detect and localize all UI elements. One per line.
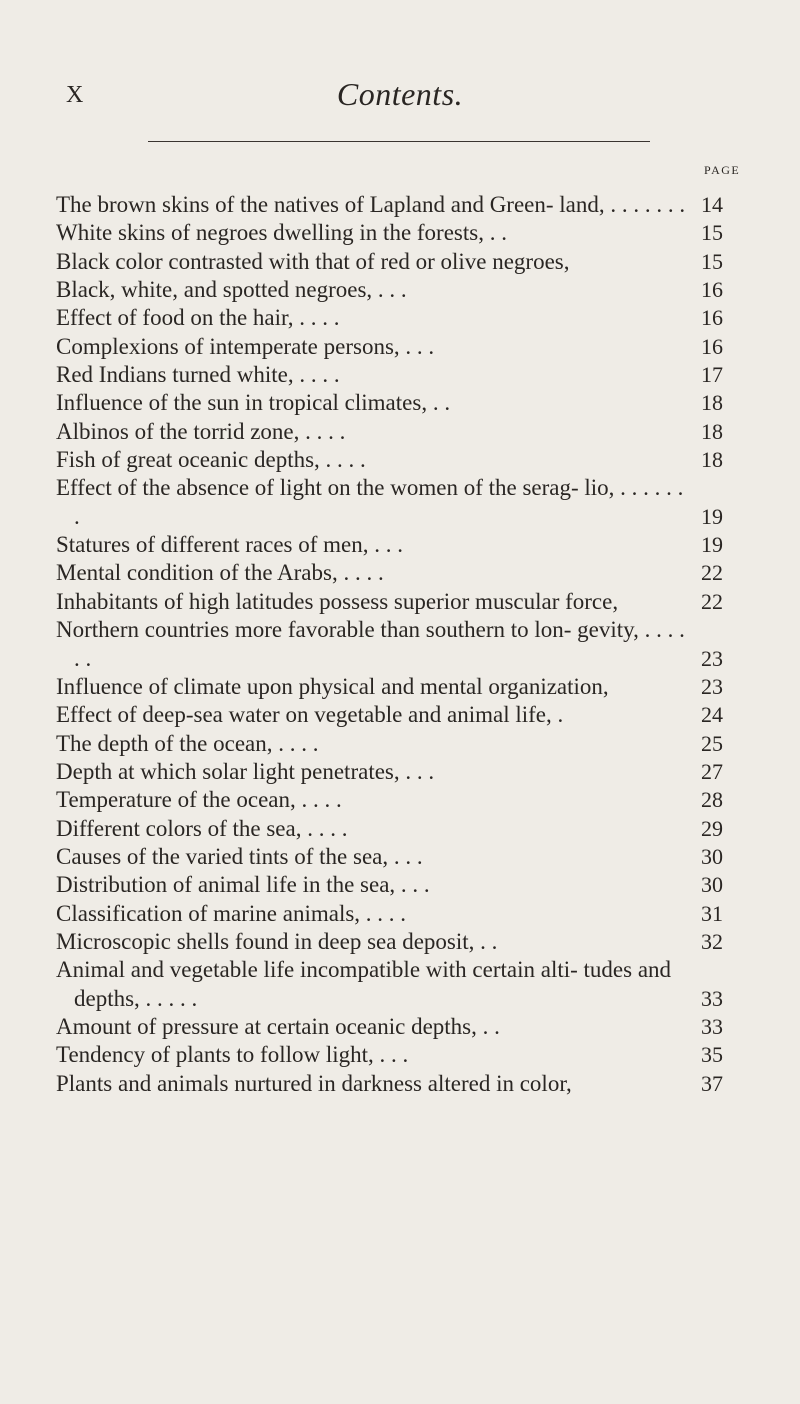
toc-entry [56,588,746,616]
toc-entry-text: Plants and animals nurtured in darkness altered in color, [56,1070,572,1096]
toc-entry-text: Statures of different races of men, . . . [56,532,404,558]
toc-entry [56,191,746,219]
toc-entry [56,1070,746,1098]
toc-entry-page: 19 [701,503,723,529]
toc-entry-text: Depth at which solar light penetrates, . . . [56,758,435,784]
toc-entry-page: 22 [701,560,723,586]
toc-entry [56,559,746,587]
toc-entry-text: The depth of the ocean, . . . . [56,730,319,756]
toc-entry [56,730,746,758]
toc-entry-text: Red Indians turned white, . . . . [56,362,340,388]
toc-entry-page: 17 [701,362,723,388]
toc-entry-text: Complexions of intemperate persons, . . . [56,333,435,359]
toc-entry-page: 29 [701,815,723,841]
toc-entry-text: Northern countries more favorable than southern to lon- gevity, . . . . . . [56,617,685,671]
toc-entry-page: 23 [701,673,723,699]
header-rule [148,141,650,142]
toc-entry [56,361,746,389]
toc-entry-text: The brown skins of the natives of Lapland and Green- land, . . . . . . . [56,192,686,217]
contents-list [56,191,746,1098]
toc-entry-text: Distribution of animal life in the sea, . . . [56,872,430,898]
toc-entry-text: Animal and vegetable life incompatible with certain alti- tudes and depths, . . . . . [56,957,672,1011]
toc-entry-text: Tendency of plants to follow light, . . . [56,1042,409,1068]
toc-entry-text: Microscopic shells found in deep sea deposit, . . [56,928,498,954]
toc-entry [56,956,746,1013]
toc-entry [56,673,746,701]
toc-entry-page: 28 [701,787,723,813]
page-header [0,0,800,150]
toc-entry [56,616,746,673]
toc-entry-page: 16 [701,305,723,331]
page-number: X [66,82,84,108]
toc-entry-page: 33 [701,985,723,1011]
toc-entry [56,701,746,729]
toc-entry-text: Albinos of the torrid zone, . . . . [56,418,346,444]
toc-entry-text: Black, white, and spotted negroes, . . . [56,277,407,303]
toc-entry [56,1041,746,1069]
toc-entry-page: 18 [701,418,723,444]
toc-entry [56,446,746,474]
toc-entry-text: Influence of the sun in tropical climates, . . [56,390,451,416]
toc-entry [56,418,746,446]
toc-entry [56,219,746,247]
toc-entry [56,248,746,276]
toc-entry-page: 23 [701,645,723,671]
toc-entry [56,1013,746,1041]
toc-entry-text: Black color contrasted with that of red or olive negroes, [56,248,570,274]
toc-entry [56,928,746,956]
toc-entry-page: 31 [701,900,723,926]
toc-entry [56,900,746,928]
toc-entry [56,843,746,871]
toc-entry-text: Different colors of the sea, . . . . [56,815,348,841]
toc-entry [56,531,746,559]
toc-entry [56,276,746,304]
toc-entry-page: 22 [701,588,723,614]
toc-entry-page: 15 [701,248,723,274]
toc-entry [56,304,746,332]
toc-entry [56,815,746,843]
toc-entry-page: 16 [701,333,723,359]
toc-entry-text: White skins of negroes dwelling in the forests, . . [56,220,507,246]
toc-entry-page: 15 [701,220,723,246]
toc-entry-page: 32 [701,928,723,954]
toc-entry-text: Inhabitants of high latitudes possess superior muscular force, [56,588,619,614]
toc-entry-text: Effect of deep-sea water on vegetable and animal life, . [56,702,564,728]
toc-entry [56,786,746,814]
toc-entry-page: 27 [701,758,723,784]
toc-entry-page: 30 [701,843,723,869]
toc-entry-text: Influence of climate upon physical and mental organization, [56,673,609,699]
toc-entry-page: 16 [701,277,723,303]
toc-entry-text: Classification of marine animals, . . . . [56,900,407,926]
toc-entry-page: 18 [701,447,723,473]
toc-entry-page: 24 [701,702,723,728]
toc-entry-page: 25 [701,730,723,756]
toc-entry [56,871,746,899]
toc-entry-text: Amount of pressure at certain oceanic depths, . . [56,1013,500,1039]
toc-entry [56,474,746,531]
toc-entry-page: 33 [701,1013,723,1039]
toc-entry-text: Causes of the varied tints of the sea, . . . [56,843,423,869]
toc-entry-text: Mental condition of the Arabs, . . . . [56,560,384,586]
toc-entry-page: 18 [701,390,723,416]
toc-entry-page: 19 [701,532,723,558]
toc-entry-text: Effect of food on the hair, . . . . [56,305,340,331]
toc-entry-page: 37 [701,1070,723,1096]
running-title: Contents. [336,76,464,112]
page-column-label: PAGE [704,163,741,177]
toc-entry [56,389,746,417]
toc-entry [56,758,746,786]
toc-entry-page: 35 [701,1042,723,1068]
toc-entry-text: Temperature of the ocean, . . . . [56,787,342,813]
toc-entry-page: 30 [701,872,723,898]
toc-entry-page: 14 [701,192,723,217]
toc-entry-text: Fish of great oceanic depths, . . . . [56,447,366,473]
toc-entry [56,333,746,361]
toc-entry-text: Effect of the absence of light on the women of the serag- lio, . . . . . . . [56,475,684,529]
